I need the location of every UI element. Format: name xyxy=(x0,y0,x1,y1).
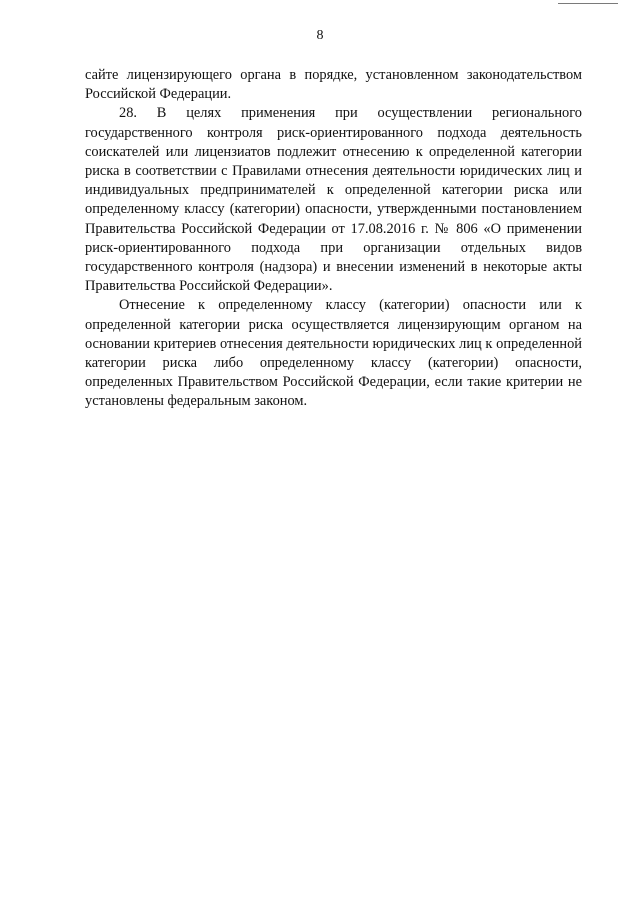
paragraph-risk-classification: Отнесение к определенному классу (категории) опасности или к определенной категории риска осуществляется лицензирующим органом на основании критериев отнесения деятельности юридических лиц к определенной категории риска либо определенному классу (категории) опасности, определенных Правительством Российской Федерации, если такие критерии не установлены федеральным законом. xyxy=(85,297,582,410)
scan-edge-mark xyxy=(558,3,618,4)
document-body xyxy=(85,66,582,412)
paragraph-28: 28. В целях применения при осуществлении регионального государственного контроля риск-ориентированного подхода деятельность соискателей или лицензиатов подлежит отнесению к определенной категории риска в соответствии с Правилами отнесения деятельности юридических лиц и индивидуальных предпринимателей к определенной категории риска или определенному классу (категории) опасности, утвержденными постановлением Правительства Российской Федерации от 17.08.2016 г. № 806 «О применении риск-ориентированного подхода при организации отдельных видов государственного контроля (надзора) и внесении изменений в некоторые акты Правительства Российской Федерации». xyxy=(85,105,582,295)
paragraph-continuation: сайте лицензирующего органа в порядке, установленном законодательством Российской Федерации. xyxy=(85,67,582,103)
page-number: 8 xyxy=(316,28,324,43)
